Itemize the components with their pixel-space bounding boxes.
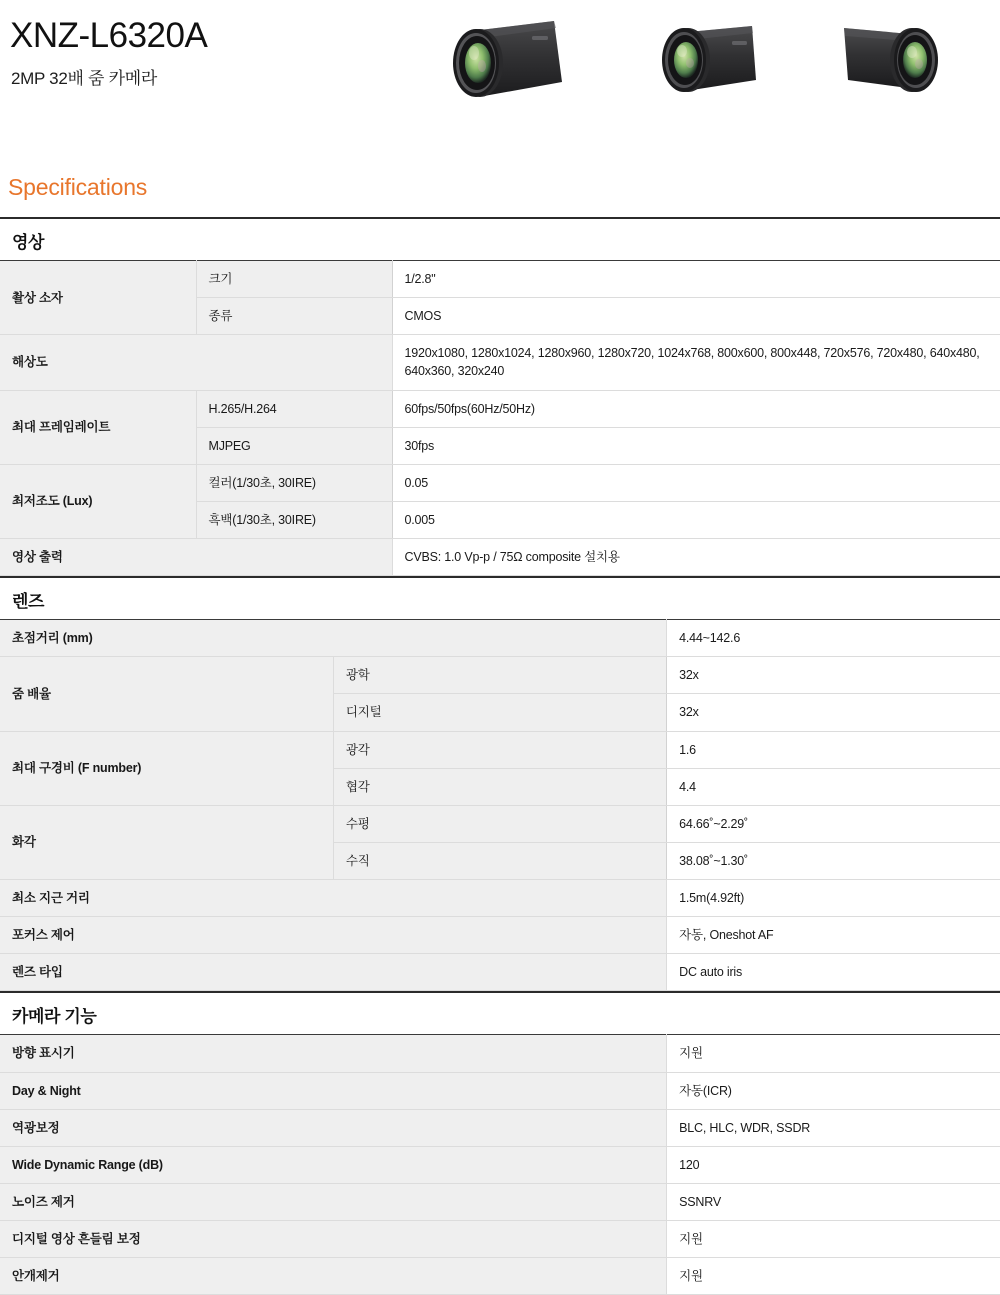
row-sublabel: 종류 bbox=[196, 298, 392, 335]
specifications-heading: Specifications bbox=[8, 174, 148, 200]
row-value: 32x bbox=[667, 694, 1000, 731]
row-label: 최소 지근 거리 bbox=[0, 880, 667, 917]
table-row bbox=[0, 731, 1000, 768]
page-title: XNZ-L6320A bbox=[10, 16, 208, 55]
table-row bbox=[0, 1221, 1000, 1258]
row-value: 1.6 bbox=[667, 731, 1000, 768]
row-label: 영상 출력 bbox=[0, 539, 392, 576]
row-value: 0.05 bbox=[392, 464, 1000, 501]
table-row bbox=[0, 335, 1000, 390]
row-value: DC auto iris bbox=[667, 954, 1000, 991]
row-value: 1920x1080, 1280x1024, 1280x960, 1280x720, 1024x768, 800x600, 800x448, 720x576, 720x480, 640x480, 640x360, 320x240 bbox=[392, 335, 1000, 390]
product-image-gallery bbox=[430, 8, 990, 118]
row-label: 해상도 bbox=[0, 335, 392, 390]
table-row bbox=[0, 390, 1000, 427]
row-label: Day & Night bbox=[0, 1072, 667, 1109]
row-value: 지원 bbox=[667, 1221, 1000, 1258]
row-label: 초점거리 (mm) bbox=[0, 620, 667, 657]
specifications-sections bbox=[0, 217, 1000, 1295]
row-label: 최대 프레임레이트 bbox=[0, 390, 196, 464]
table-row bbox=[0, 464, 1000, 501]
row-label: 역광보정 bbox=[0, 1109, 667, 1146]
table-row bbox=[0, 539, 1000, 576]
row-value: 30fps bbox=[392, 427, 1000, 464]
section-title: 렌즈 bbox=[12, 592, 45, 612]
table-row bbox=[0, 1109, 1000, 1146]
spec-table bbox=[0, 619, 1000, 991]
table-row bbox=[0, 954, 1000, 991]
spec-table bbox=[0, 1034, 1000, 1295]
section-title: 카메라 기능 bbox=[12, 1007, 97, 1027]
row-value: 4.4 bbox=[667, 768, 1000, 805]
table-row bbox=[0, 1035, 1000, 1072]
spec-section bbox=[0, 576, 1000, 991]
section-title-bar bbox=[0, 991, 1000, 1034]
table-row bbox=[0, 917, 1000, 954]
row-value: 60fps/50fps(60Hz/50Hz) bbox=[392, 390, 1000, 427]
table-row bbox=[0, 805, 1000, 842]
row-value: BLC, HLC, WDR, SSDR bbox=[667, 1109, 1000, 1146]
camera-right-angle-image bbox=[830, 8, 980, 113]
row-value: 64.66˚~2.29˚ bbox=[667, 805, 1000, 842]
row-label: 촬상 소자 bbox=[0, 261, 196, 335]
table-row bbox=[0, 880, 1000, 917]
row-label: 화각 bbox=[0, 805, 333, 879]
table-row bbox=[0, 1183, 1000, 1220]
row-sublabel: 컬러(1/30초, 30IRE) bbox=[196, 464, 392, 501]
row-sublabel: 광각 bbox=[333, 731, 666, 768]
row-sublabel: 광학 bbox=[333, 657, 666, 694]
section-title: 영상 bbox=[12, 233, 45, 252]
table-row bbox=[0, 1258, 1000, 1295]
row-value: 자동, Oneshot AF bbox=[667, 917, 1000, 954]
table-row bbox=[0, 620, 1000, 657]
row-value: CMOS bbox=[392, 298, 1000, 335]
table-row bbox=[0, 261, 1000, 298]
row-sublabel: 크기 bbox=[196, 261, 392, 298]
row-value: 38.08˚~1.30˚ bbox=[667, 842, 1000, 879]
spec-section bbox=[0, 991, 1000, 1295]
row-label: 방향 표시기 bbox=[0, 1035, 667, 1072]
row-value: 32x bbox=[667, 657, 1000, 694]
row-sublabel: 수평 bbox=[333, 805, 666, 842]
row-label: 렌즈 타입 bbox=[0, 954, 667, 991]
spec-section bbox=[0, 217, 1000, 576]
row-label: 안개제거 bbox=[0, 1258, 667, 1295]
row-label: 디지털 영상 흔들림 보정 bbox=[0, 1221, 667, 1258]
section-title-bar bbox=[0, 217, 1000, 260]
row-value: 1.5m(4.92ft) bbox=[667, 880, 1000, 917]
row-value: SSNRV bbox=[667, 1183, 1000, 1220]
row-label: 최저조도 (Lux) bbox=[0, 464, 196, 538]
row-sublabel: 수직 bbox=[333, 842, 666, 879]
table-row bbox=[0, 657, 1000, 694]
row-sublabel: MJPEG bbox=[196, 427, 392, 464]
table-row bbox=[0, 1072, 1000, 1109]
product-subtitle: 2MP 32배 줌 카메라 bbox=[11, 68, 157, 88]
row-sublabel: 협각 bbox=[333, 768, 666, 805]
row-value: 지원 bbox=[667, 1258, 1000, 1295]
table-row bbox=[0, 1146, 1000, 1183]
row-value: CVBS: 1.0 Vp-p / 75Ω composite 설치용 bbox=[392, 539, 1000, 576]
row-value: 0.005 bbox=[392, 501, 1000, 538]
row-label: 최대 구경비 (F number) bbox=[0, 731, 333, 805]
row-value: 4.44~142.6 bbox=[667, 620, 1000, 657]
spec-table bbox=[0, 260, 1000, 576]
row-sublabel: 디지털 bbox=[333, 694, 666, 731]
page-header bbox=[0, 0, 1000, 150]
camera-front-left-angle-image bbox=[436, 8, 596, 113]
row-value: 자동(ICR) bbox=[667, 1072, 1000, 1109]
row-value: 120 bbox=[667, 1146, 1000, 1183]
camera-front-angle-image bbox=[640, 8, 790, 113]
row-value: 1/2.8" bbox=[392, 261, 1000, 298]
row-sublabel: 흑백(1/30초, 30IRE) bbox=[196, 501, 392, 538]
section-title-bar bbox=[0, 576, 1000, 619]
row-label: 줌 배율 bbox=[0, 657, 333, 731]
row-value: 지원 bbox=[667, 1035, 1000, 1072]
row-label: 노이즈 제거 bbox=[0, 1183, 667, 1220]
row-label: Wide Dynamic Range (dB) bbox=[0, 1146, 667, 1183]
row-label: 포커스 제어 bbox=[0, 917, 667, 954]
row-sublabel: H.265/H.264 bbox=[196, 390, 392, 427]
